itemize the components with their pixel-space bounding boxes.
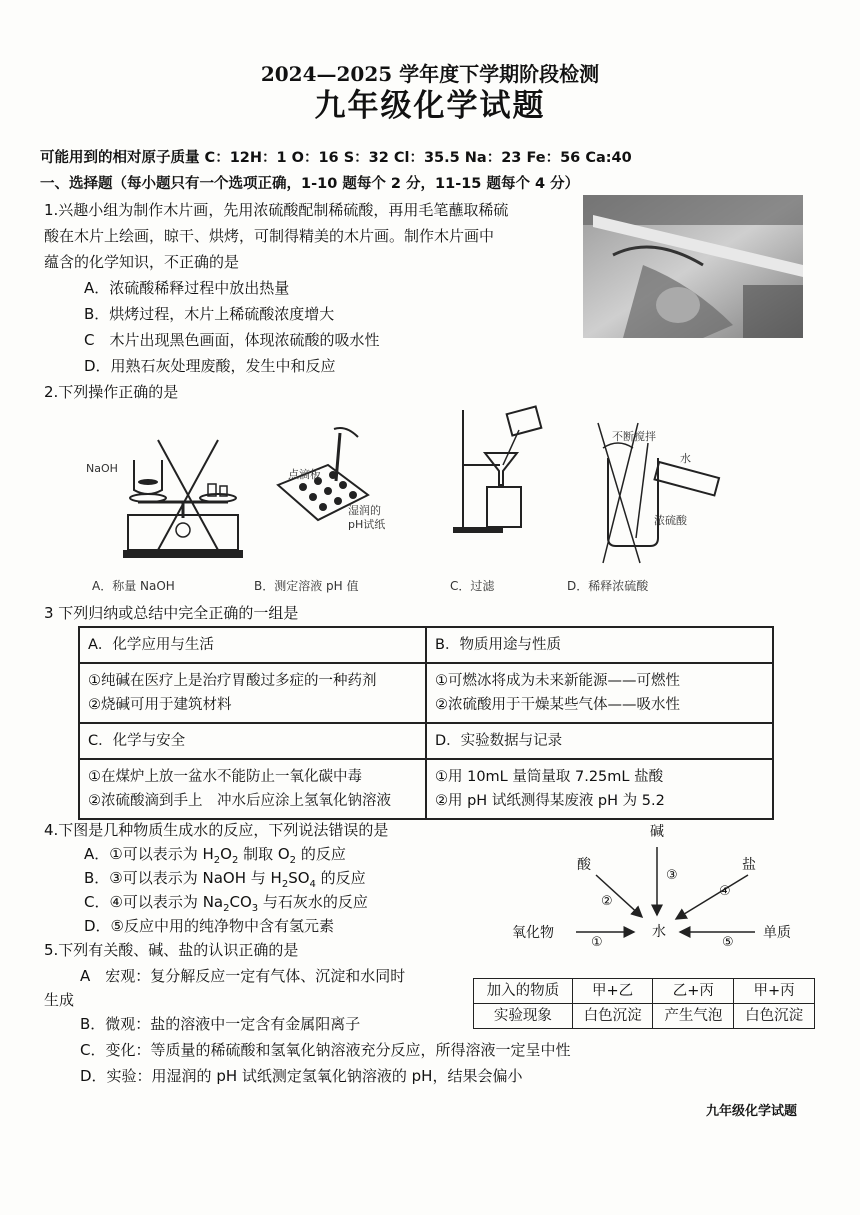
- table-cell: 加入的物质: [474, 979, 573, 1004]
- table-cell: 实验现象: [474, 1004, 573, 1029]
- stir-label: 不断搅拌: [612, 430, 656, 443]
- q4-option-a: A．①可以表示为 $H_2O_2$ 制取 $O_2$ 的反应: [84, 845, 346, 866]
- node-salt: 盐: [742, 857, 756, 873]
- node-acid: 酸: [577, 857, 591, 873]
- q2-stem: 2.下列操作正确的是: [44, 383, 179, 401]
- q1-option-a: A．浓硫酸稀释过程中放出热量: [84, 279, 290, 297]
- q1-option-d: D．用熟石灰处理废酸，发生中和反应: [84, 357, 336, 375]
- arrow-1-label: ①: [591, 935, 603, 950]
- q1-stem-1: 1.兴趣小组为制作木片画，先用浓硫酸配制稀硫酸，再用毛笔蘸取稀硫: [44, 201, 509, 219]
- q3-c-content: [79, 759, 426, 819]
- q3-a-item-2: ②烧碱可用于建筑材料: [88, 697, 232, 713]
- node-base: 碱: [650, 824, 664, 840]
- arrow-4-label: ④: [719, 884, 731, 899]
- table-cell: 白色沉淀: [734, 1004, 815, 1029]
- q5-option-c: C．变化：等质量的稀硫酸和氢氧化钠溶液充分反应，所得溶液一定呈中性: [80, 1041, 571, 1059]
- q3-d-item-2: ②用 pH 试纸测得某废液 pH 为 5.2: [435, 793, 665, 809]
- node-oxide: 氧化物: [512, 925, 554, 941]
- q3-a-title: A．化学应用与生活: [79, 627, 426, 663]
- q5-option-a-2: 生成: [44, 991, 75, 1009]
- acid-label: 浓硫酸: [654, 514, 687, 527]
- caption-c: C．过滤: [450, 579, 495, 593]
- q3-a-content: [79, 663, 426, 723]
- table-cell: 白色沉淀: [572, 1004, 653, 1029]
- q3-b-item-1: ①可燃冰将成为未来新能源——可燃性: [435, 673, 680, 689]
- ph-paper-label-2: pH试纸: [348, 518, 386, 531]
- q3-d-title: D．实验数据与记录: [426, 723, 773, 759]
- q3-b-content: [426, 663, 773, 723]
- q1-option-b: B．烘烤过程，木片上稀硫酸浓度增大: [84, 305, 335, 323]
- caption-b: B．测定溶液 pH 值: [254, 579, 359, 593]
- q3-stem: 3 下列归纳或总结中完全正确的一组是: [44, 604, 299, 622]
- q3-c-title: C．化学与安全: [79, 723, 426, 759]
- node-element: 单质: [763, 925, 791, 941]
- q3-c-item-1: ①在煤炉上放一盆水不能防止一氧化碳中毒: [88, 769, 362, 785]
- node-water: 水: [652, 924, 666, 940]
- exam-title: 九年级化学试题: [314, 88, 546, 124]
- ph-paper-label-1: 湿润的: [348, 504, 381, 517]
- filtration-figure: [445, 405, 555, 535]
- water-label: 水: [680, 452, 691, 465]
- q5-option-d: D．实验：用湿润的 pH 试纸测定氢氧化钠溶液的 pH，结果会偏小: [80, 1067, 523, 1085]
- q4-stem: 4.下图是几种物质生成水的反应，下列说法错误的是: [44, 821, 389, 839]
- q5-experiment-table: [473, 978, 815, 1029]
- q3-a-item-1: ①纯碱在医疗上是治疗胃酸过多症的一种药剂: [88, 673, 377, 689]
- q3-c-item-2: ②浓硫酸滴到手上 冲水后应涂上氢氧化钠溶液: [88, 793, 391, 809]
- q5-stem: 5.下列有关酸、碱、盐的认识正确的是: [44, 941, 299, 959]
- page-footer: 九年级化学试题: [706, 1104, 798, 1119]
- atomic-mass-line: 可能用到的相对原子质量 C：12H：1 O：16 S：32 Cl：35.5 Na：23 Fe：56 Ca:40: [40, 150, 632, 166]
- q5-option-a-1: A 宏观：复分解反应一定有气体、沉淀和水同时: [80, 967, 406, 985]
- q4-option-b: B．③可以表示为 NaOH 与 $H_2SO_4$ 的反应: [84, 869, 366, 890]
- q3-d-item-1: ①用 10mL 量筒量取 7.25mL 盐酸: [435, 769, 664, 785]
- q3-table: [78, 626, 774, 820]
- caption-a: A．称量 NaOH: [92, 579, 175, 593]
- arrow-5-label: ⑤: [722, 935, 734, 950]
- q4-option-c: C．④可以表示为 $Na_2CO_3$ 与石灰水的反应: [84, 893, 368, 914]
- table-cell: 甲+乙: [572, 979, 653, 1004]
- caption-d: D．稀释浓硫酸: [567, 579, 649, 593]
- balance-figure: [88, 430, 248, 570]
- table-cell: 乙+丙: [653, 979, 734, 1004]
- q5-option-b: B．微观：盐的溶液中一定含有金属阳离子: [80, 1015, 361, 1033]
- q1-stem-2: 酸在木片上绘画，晾干、烘烤，可制得精美的木片画。制作木片画中: [44, 227, 495, 245]
- q3-b-item-2: ②浓硫酸用于干燥某些气体——吸水性: [435, 697, 680, 713]
- wood-painting-photo: [583, 195, 803, 338]
- naoh-label: NaOH: [86, 462, 118, 475]
- q4-option-d: D．⑤反应中用的纯净物中含有氢元素: [84, 917, 334, 935]
- arrow-2-label: ②: [601, 894, 613, 909]
- table-cell: 甲+丙: [734, 979, 815, 1004]
- spot-plate-label: 点滴板: [288, 468, 321, 481]
- q1-option-c: C 木片出现黑色画面，体现浓硫酸的吸水性: [84, 331, 380, 349]
- q1-stem-3: 蕴含的化学知识，不正确的是: [44, 253, 240, 271]
- q3-b-title: B．物质用途与性质: [426, 627, 773, 663]
- q3-d-content: [426, 759, 773, 819]
- table-cell: 产生气泡: [653, 1004, 734, 1029]
- section-heading: 一、选择题（每小题只有一个选项正确，1-10 题每个 2 分，11-15 题每个 4 分）: [40, 176, 580, 192]
- arrow-3-label: ③: [666, 868, 678, 883]
- exam-period-title: 2024—2025 学年度下学期阶段检测: [260, 62, 600, 86]
